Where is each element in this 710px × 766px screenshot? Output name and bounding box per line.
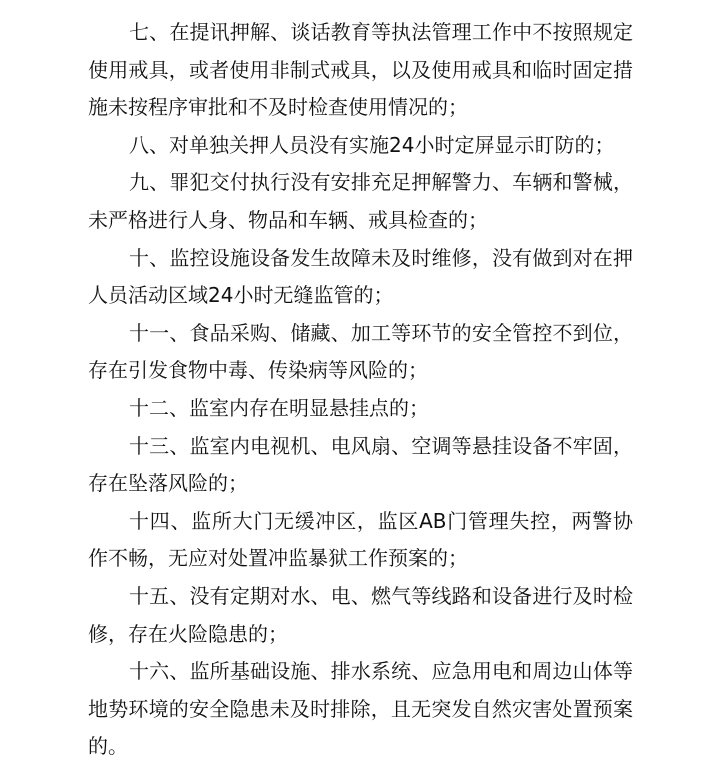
paragraph-item-8: 八、对单独关押人员没有实施24小时定屏显示盯防的； bbox=[129, 132, 615, 157]
paragraph-item-15: 十五、没有定期对水、电、燃气等线路和设备进行及时检修，存在火险隐患的； bbox=[88, 583, 633, 646]
paragraph-item-7: 七、在提讯押解、谈话教育等执法管理工作中不按照规定使用戒具，或者使用非制式戒具，以及使用戒具和临时固定措施未按程序审批和不及时检查使用情况的； bbox=[88, 20, 633, 120]
paragraph-item-14: 十四、监所大门无缓冲区，监区AB门管理失控，两警协作不畅，无应对处置冲监暴狱工作预案的； bbox=[88, 508, 633, 571]
document-body bbox=[88, 14, 633, 766]
paragraph-item-11: 十一、食品采购、储藏、加工等环节的安全管控不到位，存在引发食物中毒、传染病等风险的； bbox=[88, 320, 633, 383]
paragraph-item-12: 十二、监室内存在明显悬挂点的； bbox=[129, 395, 429, 420]
paragraph-item-9: 九、罪犯交付执行没有安排充足押解警力、车辆和警械，未严格进行人身、物品和车辆、戒具检查的； bbox=[88, 170, 633, 232]
paragraph-item-13: 十三、监室内电视机、电风扇、空调等悬挂设备不牢固，存在坠落风险的； bbox=[88, 433, 633, 496]
paragraph-item-16: 十六、监所基础设施、排水系统、应急用电和周边山体等地势环境的安全隐患未及时排除，且无突发自然灾害处置预案的。 bbox=[88, 659, 633, 759]
paragraph-item-10: 十、监控设施设备发生故障未及时维修，没有做到对在押人员活动区域24小时无缝监管的； bbox=[88, 245, 633, 308]
